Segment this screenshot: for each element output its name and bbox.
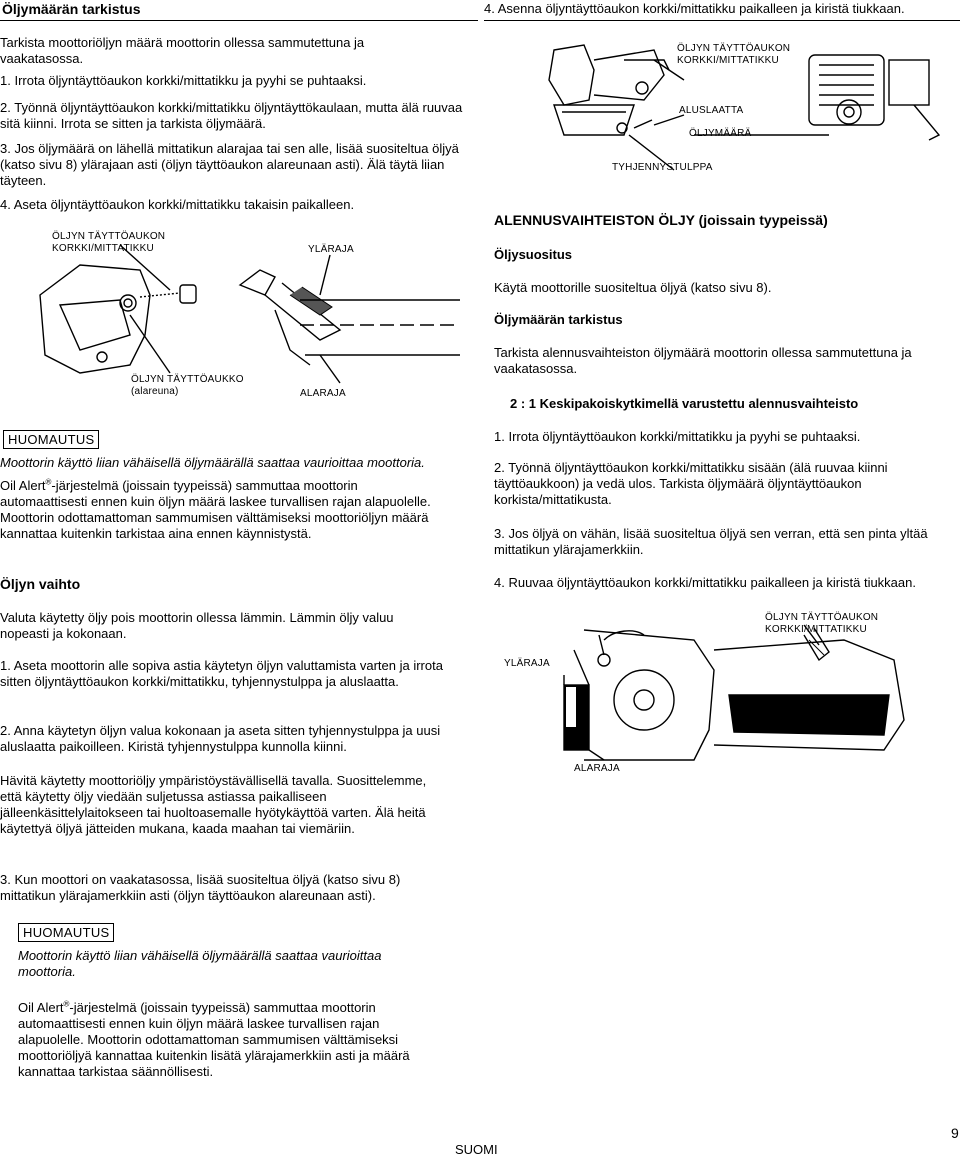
oil-change-title: Öljyn vaihto	[0, 576, 81, 592]
fig1-label-cap-line1: ÖLJYN TÄYTTÖAUKON	[52, 231, 166, 242]
page-number: 9	[951, 1125, 959, 1141]
reduction-check-title: Öljymäärän tarkistus	[494, 312, 623, 327]
oil-level-check-title: Öljymäärän tarkistus	[2, 1, 141, 17]
footer-language: SUOMI	[455, 1142, 498, 1157]
notice-badge-2: HUOMAUTUS	[18, 923, 114, 942]
oil-change-step-2: 2. Anna käytetyn öljyn valua kokonaan ja aseta sitten tyhjennystulppa ja uusi aluslaatta paikoilleen. Kiristä tyhjennystulppa kunnolla kiinni.	[0, 723, 441, 754]
oil-change-step-1: 1. Aseta moottorin alle sopiva astia käytetyn öljyn valuttamista varten ja irrota sitten öljyntäyttöaukon korkki/mittatikku, tyhjennystulppa ja aluslaatta.	[0, 658, 443, 689]
reduction-step-3: 3. Jos öljyä on vähän, lisää suositeltua öljyä sen verran, että sen pinta yltää mittatikun ylärajamerkkiin.	[494, 526, 928, 557]
recommendation-text: Käytä moottorille suositeltua öljyä (katso sivu 8).	[494, 280, 772, 295]
oil-change-intro: Valuta käytetty öljy pois moottorin ollessa lämmin. Lämmin öljy valuu nopeasti ja kokonaan.	[0, 610, 394, 641]
reduction-check-intro: Tarkista alennusvaihteiston öljymäärä moottorin ollessa sammutettuna ja vaakatasossa.	[494, 345, 912, 376]
recommendation-title: Öljysuositus	[494, 247, 573, 262]
fig2-label-cap-line1: ÖLJYN TÄYTTÖAUKON	[677, 43, 791, 54]
oil-disposal-text: Hävitä käytetty moottoriöljy ympäristöystävällisellä tavalla. Suosittelemme, että käytetty öljy viedään suljetussa astiassa paikalliseen jälleenkäsittelylaitokseen tai huoltoasemalle hyötykäyttöä varten. Älä heitä käytettyä öljyä jätteiden mukana, kaada maahan tai viemäriin.	[0, 773, 427, 836]
right-step-4-top: 4. Asenna öljyntäyttöaukon korkki/mittatikku paikalleen ja kiristä tiukkaan.	[484, 1, 905, 16]
fig2-label-cap-line2: KORKKI/MITTATIKKU	[677, 55, 779, 66]
fig1-label-cap-line2: KORKKI/MITTATIKKU	[52, 243, 154, 254]
drain-plug-illustration	[534, 40, 960, 165]
gearbox-illustration	[544, 620, 954, 770]
reduction-oil-title: ALENNUSVAIHTEISTON ÖLJY (joissain tyypeissä)	[494, 212, 828, 228]
fig3-label-cap-line1: ÖLJYN TÄYTTÖAUKON	[765, 612, 879, 623]
fig3-label-upper: YLÄRAJA	[504, 658, 550, 669]
reduction-step-4: 4. Ruuvaa öljyntäyttöaukon korkki/mittatikku paikalleen ja kiristä tiukkaan.	[494, 575, 916, 590]
fig3-label-cap-line2: KORKKI/MITTATIKKU	[765, 624, 867, 635]
right-title-rule	[484, 20, 960, 21]
oil-change-step-3: 3. Kun moottori on vaakatasossa, lisää suositeltua öljyä (katso sivu 8) mittatikun ylärajamerkkiin asti (öljyn täyttöaukon alareunaan asti).	[0, 872, 401, 903]
notice1-warning: Moottorin käyttö liian vähäisellä öljymäärällä saattaa vaurioittaa moottoria.	[0, 455, 425, 470]
fig2-label-drain: TYHJENNYSTULPPA	[612, 162, 713, 173]
notice2-text: Oil Alert®-järjestelmä (joissain tyypeissä) sammuttaa moottorin automaattisesti ennen kuin öljyn määrä laskee turvallisen rajan alapuolelle. Moottorin odottamattoman sammumisen välttämiseksi moottoriöljyä kannattaa kuitenkin lisätä ylärajamerkkiin asti ja määrä kannattaa tarkistaa säännöllisesti.	[18, 999, 410, 1079]
notice-badge-1: HUOMAUTUS	[3, 430, 99, 449]
left-column	[0, 0, 478, 1159]
step-4: 4. Aseta öljyntäyttöaukon korkki/mittatikku takaisin paikalleen.	[0, 197, 355, 212]
step-1: 1. Irrota öljyntäyttöaukon korkki/mittatikku ja pyyhi se puhtaaksi.	[0, 73, 367, 88]
fig1-label-filler-line1: ÖLJYN TÄYTTÖAUKKO	[131, 374, 244, 385]
step-3: 3. Jos öljymäärä on lähellä mittatikun alarajaa tai sen alle, lisää suositeltua öljyä (katso sivu 8) ylärajaan asti (öljyn täyttöaukon alareunaan asti). Älä täytä liian täyteen.	[0, 141, 459, 188]
reduction-step-2: 2. Työnnä öljyntäyttöaukon korkki/mittatikku sisään (älä ruuvaa kiinni täyttöaukkoon) ja vedä ulos. Tarkista öljymäärä öljyntäyttöaukon korkista/mittatikusta.	[494, 460, 888, 507]
title-rule	[0, 20, 478, 21]
fig1-label-lower: ALARAJA	[300, 388, 346, 399]
gearbox-title: 2 : 1 Keskipakoiskytkimellä varustettu alennusvaihteisto	[510, 396, 859, 411]
fig1-label-filler-line2: (alareuna)	[131, 386, 179, 397]
right-column	[484, 0, 960, 1159]
fig1-label-upper: YLÄRAJA	[308, 244, 354, 255]
notice2-warning: Moottorin käyttö liian vähäisellä öljymäärällä saattaa vaurioittaa moottoria.	[18, 948, 382, 979]
oil-check-intro: Tarkista moottoriöljyn määrä moottorin ollessa sammutettuna ja vaakatasossa.	[0, 35, 365, 66]
fig2-label-level: ÖLJYMÄÄRÄ	[689, 128, 752, 139]
dipstick-illustration	[20, 255, 460, 390]
reduction-step-1: 1. Irrota öljyntäyttöaukon korkki/mittatikku ja pyyhi se puhtaaksi.	[494, 429, 861, 444]
notice1-text: Oil Alert®-järjestelmä (joissain tyypeissä) sammuttaa moottorin automaattisesti ennen kuin öljyn määrä laskee turvallisen rajan alapuolelle. Moottorin odottamattoman sammumisen välttämiseksi moottoriöljyn määrä kannattaa kuitenkin tarkistaa aina ennen käynnistystä.	[0, 477, 431, 541]
fig3-label-lower: ALARAJA	[574, 763, 620, 774]
fig2-label-washer: ALUSLAATTA	[679, 105, 744, 116]
step-2: 2. Työnnä öljyntäyttöaukon korkki/mittatikku öljyntäyttökaulaan, mutta älä ruuvaa sitä kiinni. Irrota se sitten ja tarkista öljymäärä.	[0, 100, 463, 131]
